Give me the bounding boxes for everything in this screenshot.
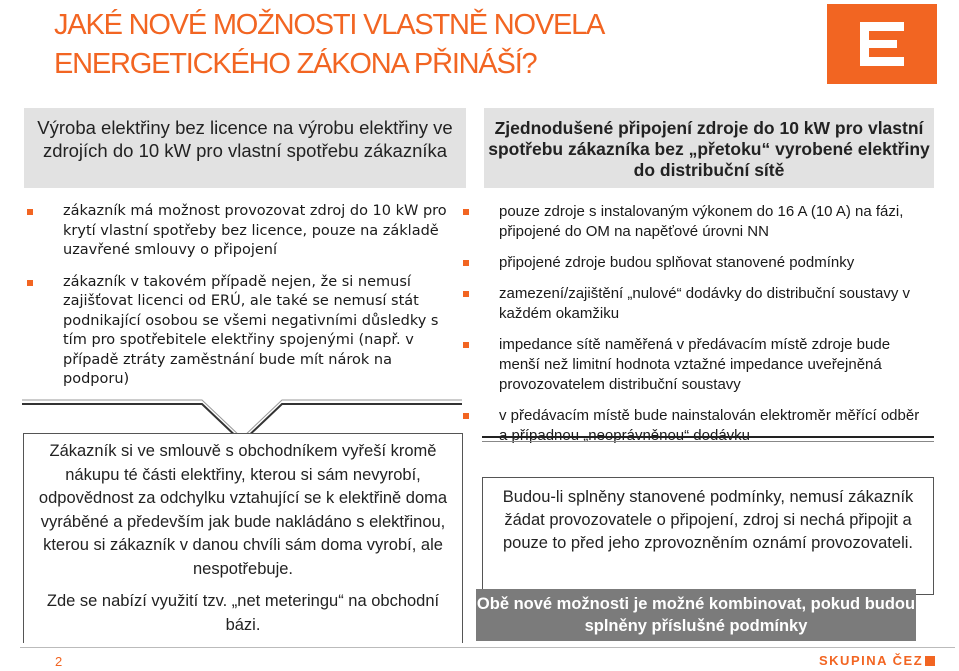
left-heading-panel — [24, 108, 466, 188]
footer-divider — [20, 647, 955, 648]
bullet-square-icon — [463, 260, 469, 266]
bullet-square-icon — [463, 342, 469, 348]
page-number: 2 — [55, 654, 63, 669]
left-bullet-list — [63, 202, 447, 402]
divider — [482, 441, 934, 442]
brand-square-icon — [925, 656, 935, 666]
cez-logo-icon — [827, 4, 937, 84]
right-bullet-list — [499, 202, 929, 457]
brand-footer — [819, 653, 935, 668]
right-heading-panel — [484, 108, 934, 188]
bullet-square-icon — [27, 209, 33, 215]
list-item: zamezení/zajištění „nulové“ dodávky do distribuční soustavy v každém okamžiku — [499, 284, 929, 324]
net-metering-box — [23, 433, 463, 649]
divider — [482, 436, 934, 438]
right-heading: Zjednodušené připojení zdroje do 10 kW pro vlastní spotřebu zákazníka bez „přetoku“ vyrobené elektřiny do distribuční sítě — [488, 118, 930, 180]
brand-name: SKUPINA ČEZ — [819, 653, 924, 668]
list-item: impedance sítě naměřená v předávacím místě zdroje bude menší než limitní hodnota vztažné impedance uveřejněná provozovatelem distribuční soustavy — [499, 335, 929, 395]
conditions-box: Budou-li splněny stanovené podmínky, nemusí zákazník žádat provozovatele o připojení, zdroj si nechá připojit a pouze to před jeho zprovozněním oznámí provozovateli. — [482, 477, 934, 595]
bullet-square-icon — [27, 280, 33, 286]
list-item: zákazník v takovém případě nejen, že si nemusí zajišťovat licenci od ERÚ, ale také se nemusí stát podnikající osobou se všemi negativními důsledky s tím pro spotřebitele elektřiny spojenými (např. v případě ztráty zaměstnání bude mít nárok na podporu) — [63, 273, 447, 390]
bullet-square-icon — [463, 413, 469, 419]
bullet-square-icon — [463, 209, 469, 215]
list-item: zákazník má možnost provozovat zdroj do 10 kW pro krytí vlastní spotřeby bez licence, pouze na základě uzavřené smlouvy o připojení — [63, 202, 447, 261]
left-heading: Výroba elektřiny bez licence na výrobu elektřiny ve zdrojích do 10 kW pro vlastní spotřebu zákazníka — [37, 117, 453, 161]
list-item: připojené zdroje budou splňovat stanovené podmínky — [499, 253, 929, 273]
combination-banner: Obě nové možnosti je možné kombinovat, pokud budou splněny příslušné podmínky — [476, 589, 916, 641]
box-text: Zákazník si ve smlouvě s obchodníkem vyřeší kromě nákupu té části elektřiny, kterou si sám nevyrobí, odpovědnost za odchylku vztahující se k elektřině doma vyráběné a především jak bude nakládáno s elektřinou, kterou si zákazník v danou chvíli sám doma vyrobí, ale nespotřebuje. — [38, 442, 448, 578]
list-item: pouze zdroje s instalovaným výkonem do 16 A (10 A) na fázi, připojené do OM na napěťové úrovni NN — [499, 202, 929, 242]
page-title: JAKÉ NOVÉ MOŽNOSTI VLASTNĚ NOVELA ENERGETICKÉHO ZÁKONA PŘINÁŠÍ? — [54, 9, 603, 80]
box-text-net-metering: Zde se nabízí využití tzv. „net meteringu“ na obchodní bázi. — [46, 592, 440, 634]
bullet-square-icon — [463, 291, 469, 297]
list-item: v předávacím místě bude nainstalován elektroměr měřící odběr a případnou „neoprávněnou“ dodávku — [499, 406, 929, 446]
